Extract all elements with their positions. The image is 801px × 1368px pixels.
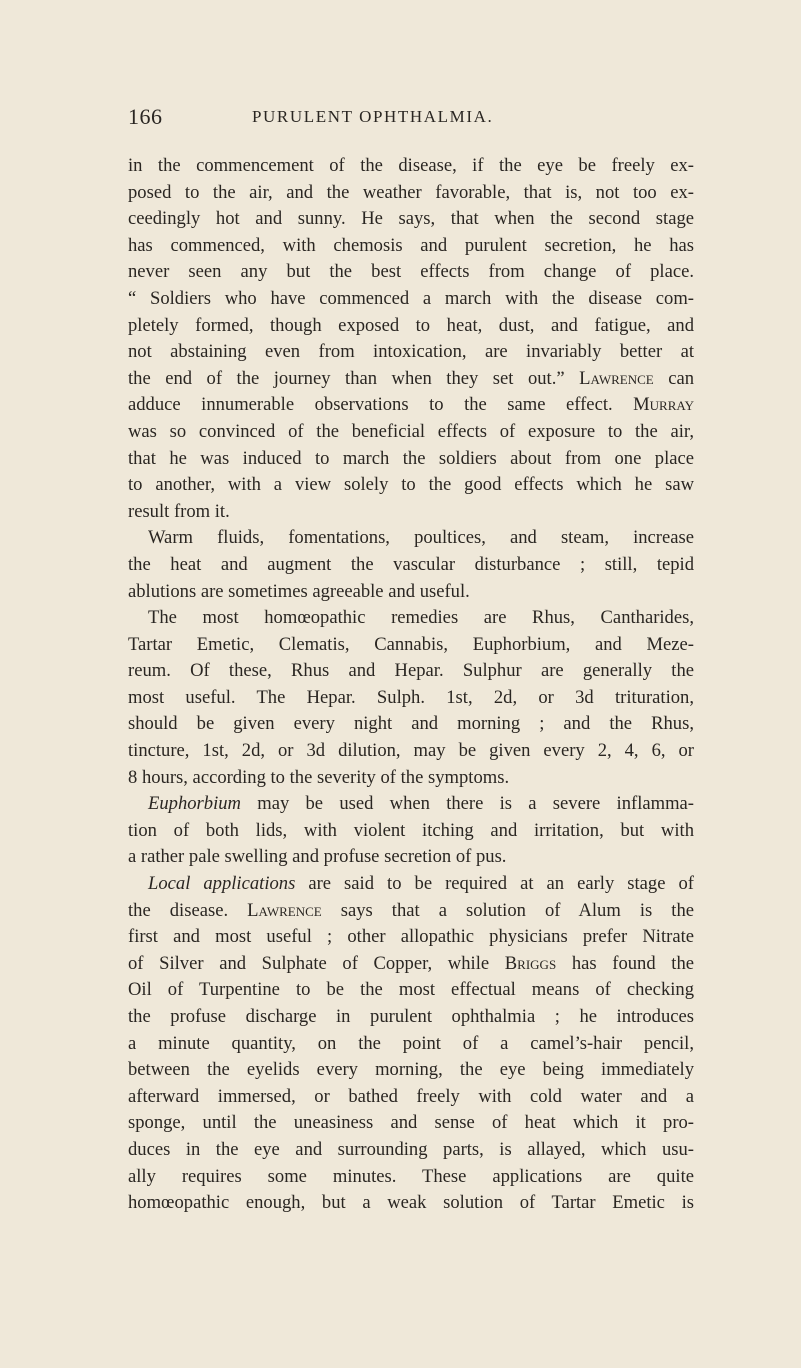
text-line: the heat and augment the vascular disturbance ; still, tepid	[128, 553, 694, 575]
text-line: in the commencement of the disease, if the eye be freely ex-	[128, 155, 694, 176]
text-line: has commenced, with chemosis and purulent secretion, he has	[128, 234, 694, 256]
text-line: The most homœopathic remedies are Rhus, Cantharides,	[148, 607, 694, 629]
text-line: most useful. The Hepar. Sulph. 1st, 2d, or 3d trituration,	[128, 686, 694, 708]
text-line: reum. Of these, Rhus and Hepar. Sulphur are generally the	[128, 660, 694, 682]
text-line: never seen any but the best effects from change of place.	[128, 261, 694, 283]
text-line: not abstaining even from intoxication, are invariably better at	[128, 341, 694, 363]
text-line: pletely formed, though exposed to heat, dust, and fatigue, and	[128, 314, 694, 336]
text-line: should be given every night and morning ; and the Rhus,	[128, 713, 694, 735]
text-line: Euphorbium may be used when there is a severe inflamma-	[148, 793, 694, 815]
text-line: afterward immersed, or bathed freely with cold water and a	[128, 1085, 694, 1107]
text-line: Tartar Emetic, Clematis, Cannabis, Euphorbium, and Meze-	[128, 633, 694, 655]
text-line: between the eyelids every morning, the eye being immediately	[128, 1059, 694, 1081]
text-line: Oil of Turpentine to be the most effectual means of checking	[128, 979, 694, 1001]
text-line: tincture, 1st, 2d, or 3d dilution, may be given every 2, 4, 6, or	[128, 740, 694, 762]
page-header	[0, 104, 801, 134]
text-line: posed to the air, and the weather favorable, that is, not too ex-	[128, 181, 694, 203]
text-line: of Silver and Sulphate of Copper, while Briggs has found the	[128, 952, 694, 974]
text-line: a minute quantity, on the point of a camel’s-hair pencil,	[128, 1032, 694, 1054]
page-number: 166	[128, 104, 163, 129]
text-line: ally requires some minutes. These applications are quite	[128, 1165, 694, 1187]
text-line: that he was induced to march the soldiers about from one place	[128, 447, 694, 469]
text-line: duces in the eye and surrounding parts, is allayed, which usu-	[128, 1138, 694, 1160]
text-line: first and most useful ; other allopathic physicians prefer Nitrate	[128, 926, 694, 948]
text-line: the disease. Lawrence says that a solution of Alum is the	[128, 899, 694, 921]
text-line: Warm fluids, fomentations, poultices, and steam, increase	[148, 527, 694, 549]
text-line: Local applications are said to be required at an early stage of	[148, 873, 694, 895]
text-line: 8 hours, according to the severity of the symptoms.	[128, 766, 510, 788]
text-line: was so convinced of the beneficial effects of exposure to the air,	[128, 420, 694, 442]
text-line: the profuse discharge in purulent ophthalmia ; he introduces	[128, 1006, 694, 1027]
text-line: result from it.	[128, 500, 230, 522]
body-text	[128, 153, 694, 1217]
text-line: a rather pale swelling and profuse secretion of pus.	[128, 846, 507, 868]
text-line: homœopathic enough, but a weak solution of Tartar Emetic is	[128, 1192, 694, 1214]
text-line: sponge, until the uneasiness and sense of heat which it pro-	[128, 1112, 694, 1134]
text-line: adduce innumerable observations to the same effect. Murray	[128, 394, 694, 416]
running-title: PURULENT OPHTHALMIA.	[252, 107, 494, 126]
text-line: ceedingly hot and sunny. He says, that when the second stage	[128, 208, 694, 230]
text-line: “ Soldiers who have commenced a march with the disease com-	[128, 287, 694, 309]
text-line: ablutions are sometimes agreeable and useful.	[128, 580, 470, 602]
text-line: to another, with a view solely to the good effects which he saw	[128, 474, 694, 496]
text-line: the end of the journey than when they set out.” Lawrence can	[128, 367, 694, 389]
text-line: tion of both lids, with violent itching and irritation, but with	[128, 819, 694, 841]
